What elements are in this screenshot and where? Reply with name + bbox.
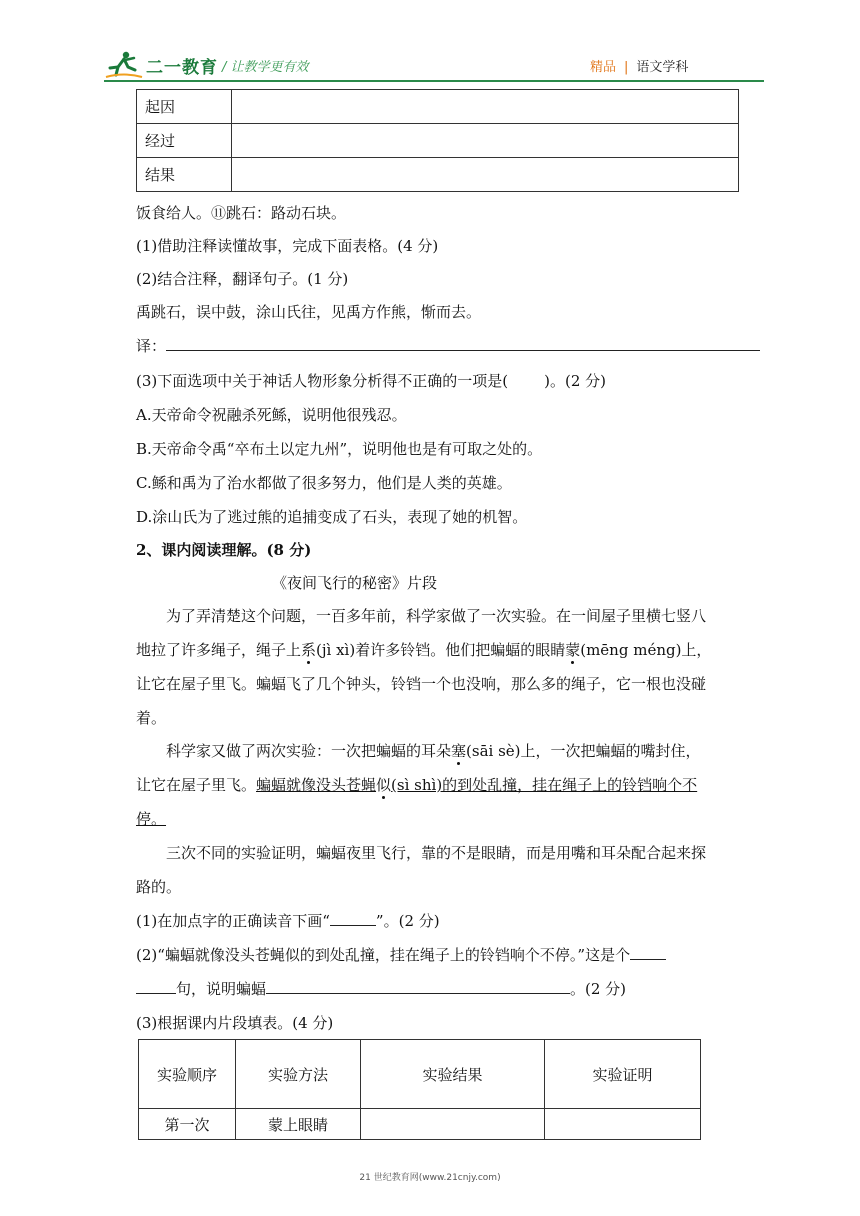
text-span: 地拉了许多绳子，绳子上: [136, 641, 302, 659]
slogan: / 让教学更有效: [222, 60, 309, 75]
sample-underline: [330, 911, 376, 926]
brand-subject: 语文学科: [636, 60, 689, 75]
underlined-sentence: [256, 776, 697, 794]
table-header-cell: 实验方法: [236, 1040, 361, 1109]
table-cell-answer[interactable]: [361, 1109, 545, 1140]
question-2-3: (3)根据课内片段填表。(4 分): [136, 1014, 334, 1032]
passage-title: 《夜间飞行的秘密》片段: [272, 574, 438, 592]
passage-p1-line1: 为了弄清楚这个问题，一百多年前，科学家做了一次实验。在一间屋子里横七竖八: [166, 607, 707, 625]
translate-line: [136, 336, 760, 356]
table-cell-answer[interactable]: [232, 90, 739, 124]
question-2-2-line1: [136, 945, 666, 965]
text-span: (2)“蝙蝠就像没头苍蝇似的到处乱撞，挂在绳子上的铃铛响个不停。”这是个: [136, 946, 631, 964]
passage-p2-line1: [166, 741, 701, 761]
experiment-table: [138, 1039, 701, 1140]
text-span: 科学家又做了两次实验：一次把蝙蝠的耳朵: [166, 742, 452, 760]
text-span: 。(2 分): [570, 980, 627, 998]
passage-p3-line2: 路的。: [136, 878, 182, 896]
table-cell-answer[interactable]: [232, 158, 739, 192]
translate-label: 译：: [136, 337, 167, 355]
text-span: 蝙蝠就像没头苍蝇: [256, 776, 377, 794]
table-cell-label: 经过: [137, 124, 232, 158]
passage-p1-line2: [136, 640, 711, 660]
passage-p2-line2: [136, 775, 697, 795]
dotted-char: 蒙: [565, 641, 581, 659]
logo-text: 二一教育: [146, 57, 218, 78]
page-footer: 21 世纪教育网(www.21cnjy.com): [359, 1173, 501, 1183]
brand-tag: [590, 56, 688, 75]
text-span: ”。(2 分): [375, 912, 440, 930]
question-1-3-score: )。(2 分): [544, 372, 606, 390]
page-header: [0, 0, 860, 88]
brand-separator: |: [624, 60, 629, 75]
brand-jingpin: 精品: [590, 60, 617, 75]
table-cell: 第一次: [139, 1109, 236, 1140]
text-span: (1)在加点字的正确读音下画“: [136, 912, 330, 930]
sentence-type-blank[interactable]: [630, 945, 666, 960]
table-cell-answer[interactable]: [545, 1109, 701, 1140]
text-span: 让它在屋子里飞。: [136, 776, 257, 794]
table-cell: 蒙上眼睛: [236, 1109, 361, 1140]
table-header-cell: 实验顺序: [139, 1040, 236, 1109]
question-1-3-stem: (3)下面选项中关于神话人物形象分析得不正确的一项是(: [136, 372, 509, 390]
option-a: A.天帝命令祝融杀死鲧，说明他很残忍。: [136, 406, 407, 424]
annotation-note: 饭食给人。⑪跳石：路动石块。: [136, 204, 347, 222]
table-row: [137, 158, 739, 192]
question-2-1: [136, 911, 440, 931]
table-header-row: [139, 1040, 701, 1109]
translate-answer-blank[interactable]: [166, 336, 760, 351]
text-span: (sāi sè)上，一次把蝙蝠的嘴封住，: [466, 742, 701, 760]
question-1-2: (2)结合注释，翻译句子。(1 分): [136, 270, 349, 288]
table-cell-label: 起因: [137, 90, 232, 124]
runner-logo-icon: [104, 50, 144, 80]
story-table: [136, 89, 739, 192]
option-c: C.鲧和禹为了治水都做了很多努力，他们是人类的英雄。: [136, 474, 512, 492]
section-2-heading: 2、课内阅读理解。(8 分): [136, 541, 312, 559]
dotted-char: 塞: [451, 742, 467, 760]
passage-p3-line1: 三次不同的实验证明，蝙蝠夜里飞行，靠的不是眼睛，而是用嘴和耳朵配合起来探: [166, 844, 707, 862]
sentence-type-blank-cont[interactable]: [136, 979, 176, 994]
header-divider: [104, 80, 764, 82]
passage-p2-line3: 停。: [136, 810, 167, 828]
table-header-cell: 实验结果: [361, 1040, 545, 1109]
explanation-blank[interactable]: [266, 979, 570, 994]
classical-sentence: 禹跳石，误中鼓，涂山氏往，见禹方作熊，惭而去。: [136, 303, 482, 321]
passage-p1-line3: 让它在屋子里飞。蝙蝠飞了几个钟头，铃铛一个也没响，那么多的绳子，它一根也没碰: [136, 675, 707, 693]
option-d: D.涂山氏为了逃过熊的追捕变成了石头，表现了她的机智。: [136, 508, 528, 526]
question-1-3: [136, 371, 606, 391]
dotted-char: 系: [301, 641, 317, 659]
text-span: 句，说明蝙蝠: [176, 980, 267, 998]
logo: [104, 48, 218, 82]
table-cell-answer[interactable]: [232, 124, 739, 158]
table-row: [139, 1109, 701, 1140]
dotted-char: 似: [376, 776, 392, 794]
question-1-1: (1)借助注释读懂故事，完成下面表格。(4 分): [136, 237, 439, 255]
table-row: [137, 90, 739, 124]
table-cell-label: 结果: [137, 158, 232, 192]
table-row: [137, 124, 739, 158]
text-span: (sì shì)的到处乱撞，挂在绳子上的铃铛响个不: [391, 776, 698, 794]
question-2-2-line2: [136, 979, 626, 999]
table-header-cell: 实验证明: [545, 1040, 701, 1109]
passage-p1-line4: 着。: [136, 709, 167, 727]
option-b: B.天帝命令禹“卒布土以定九州”，说明他也是有可取之处的。: [136, 440, 543, 458]
text-span: (mēng méng)上，: [580, 641, 712, 659]
text-span: (jì xì)着许多铃铛。他们把蝙蝠的眼睛: [316, 641, 566, 659]
